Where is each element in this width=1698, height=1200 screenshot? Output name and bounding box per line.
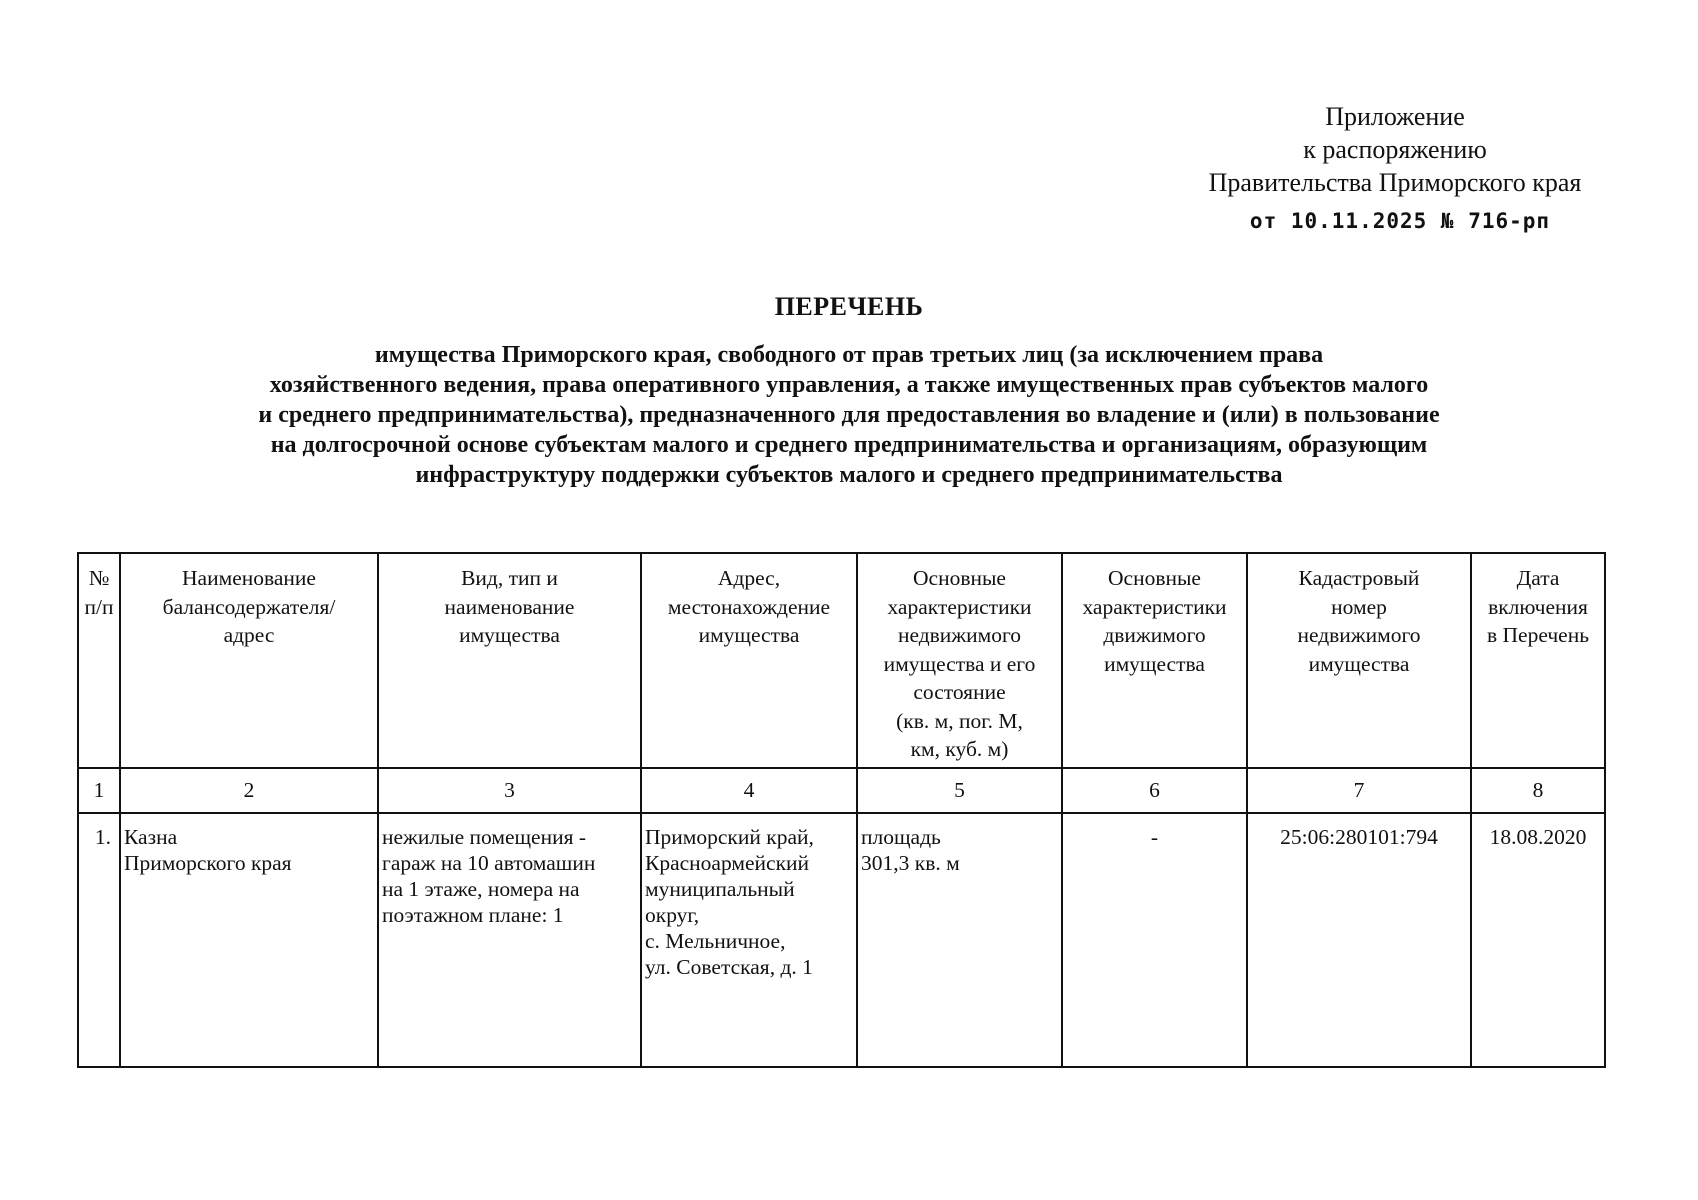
cell-text-line: гараж на 10 автомашин [382, 851, 596, 875]
holder-cell [120, 813, 378, 1067]
table-header-row [78, 553, 1605, 768]
cell-text-line: Приморского края [124, 851, 292, 875]
cell-text-line: Дата [1516, 566, 1560, 590]
cell-text-line: Основные [913, 566, 1006, 590]
cell-text-line: Кадастровый [1298, 566, 1420, 590]
registration-stamp: от 10.11.2025 № 716-рп [1249, 209, 1551, 233]
cell-text-line: номер [1331, 594, 1387, 619]
immovable-characteristics-cell [857, 813, 1062, 1067]
cell-text-line: имущества [459, 623, 560, 647]
cell-text-line: имущества [1104, 651, 1205, 676]
row-number-cell [78, 813, 120, 1067]
property-type-cell [378, 813, 641, 1067]
cell-text-line: имущества [698, 623, 800, 647]
cell-text-line: Казна [124, 825, 178, 849]
cell-text-line: адрес [223, 623, 275, 647]
appendix-authority: Правительства Приморского края [1208, 168, 1582, 197]
header-address [641, 553, 857, 768]
cell-text-line: Наименование [182, 566, 316, 590]
header-cadastral-number [1247, 553, 1471, 768]
document-subtitle [110, 340, 1588, 490]
movable-characteristics-cell [1062, 813, 1247, 1067]
subtitle-line: на долгосрочной основе субъектам малого и среднего предпринимательства и организациям, образующим [270, 432, 1428, 458]
column-number: 8 [1471, 768, 1605, 813]
cell-text-line: недвижимого [897, 623, 1022, 647]
cell-text-line: (кв. м, пог. М, [896, 708, 1023, 733]
cell-text-line: характеристики [1082, 594, 1227, 619]
column-number: 7 [1247, 768, 1471, 813]
cell-text-line: Красноармейский [645, 851, 810, 875]
cell-text-line: площадь [861, 825, 941, 849]
header-property-type [378, 553, 641, 768]
cell-text-line: в Перечень [1486, 623, 1590, 647]
cell-text-line: нежилые помещения - [382, 825, 587, 849]
cell-text-line: 1. [94, 825, 111, 849]
cell-text-line: недвижимого [1297, 623, 1421, 647]
cell-text-line: 25:06:280101:794 [1280, 825, 1438, 849]
column-number: 4 [641, 768, 857, 813]
cadastral-number-cell [1247, 813, 1471, 1067]
column-number: 6 [1062, 768, 1247, 813]
address-cell [641, 813, 857, 1067]
cell-text-line: км, куб. м) [910, 737, 1009, 761]
cell-text-line: № [88, 566, 110, 590]
cell-text-line: состояние [913, 680, 1006, 704]
header-number [78, 553, 120, 768]
cell-text-line: характеристики [887, 594, 1032, 619]
cell-text-line: муниципальный [645, 877, 795, 901]
column-number: 5 [857, 768, 1062, 813]
subtitle-line: и среднего предпринимательства), предназначенного для предоставления во владение и (или) в пользование [258, 402, 1440, 428]
document-title: ПЕРЕЧЕНЬ [774, 292, 924, 321]
column-number: 1 [78, 768, 120, 813]
column-number-row [78, 768, 1605, 813]
header-inclusion-date [1471, 553, 1605, 768]
cell-text-line: на 1 этаже, номера на [382, 877, 580, 901]
column-number: 2 [120, 768, 378, 813]
cell-text-line: ул. Советская, д. 1 [645, 955, 813, 979]
cell-text-line: местонахождение [667, 594, 831, 619]
cell-text-line: округ, [645, 903, 700, 927]
subtitle-line: имущества Приморского края, свободного от прав третьих лиц (за исключением права [374, 342, 1324, 368]
header-holder [120, 553, 378, 768]
cell-text-line: поэтажном плане: 1 [382, 903, 564, 927]
cell-text-line: Основные [1108, 566, 1201, 590]
cell-text-line: наименование [444, 594, 575, 619]
table-row [78, 813, 1605, 1067]
column-number: 3 [378, 768, 641, 813]
appendix-reference: к распоряжению [1303, 135, 1487, 164]
cell-text-line: имущества и его [883, 651, 1036, 676]
cell-text-line: движимого [1103, 623, 1206, 647]
subtitle-line: хозяйственного ведения, права оперативного управления, а также имущественных прав субъектов малого [269, 372, 1429, 398]
inclusion-date-cell [1471, 813, 1605, 1067]
header-immovable-characteristics [857, 553, 1062, 768]
cell-text-line: 18.08.2020 [1489, 825, 1587, 849]
property-registry-table [77, 552, 1606, 1068]
cell-text-line: Вид, тип и [461, 566, 558, 590]
header-movable-characteristics [1062, 553, 1247, 768]
cell-text-line: балансодержателя/ [162, 594, 336, 619]
cell-text-line: п/п [84, 594, 114, 619]
appendix-block [1160, 100, 1630, 238]
cell-text-line: с. Мельничное, [645, 929, 786, 953]
cell-text-line: имущества [1308, 651, 1410, 676]
cell-text-line: - [1150, 825, 1159, 849]
cell-text-line: включения [1488, 594, 1588, 619]
subtitle-line: инфраструктуру поддержки субъектов малого и среднего предпринимательства [415, 462, 1283, 488]
appendix-title: Приложение [1325, 102, 1465, 131]
cell-text-line: Приморский край, [645, 825, 814, 849]
cell-text-line: Адрес, [717, 566, 781, 590]
cell-text-line: 301,3 кв. м [861, 851, 960, 875]
